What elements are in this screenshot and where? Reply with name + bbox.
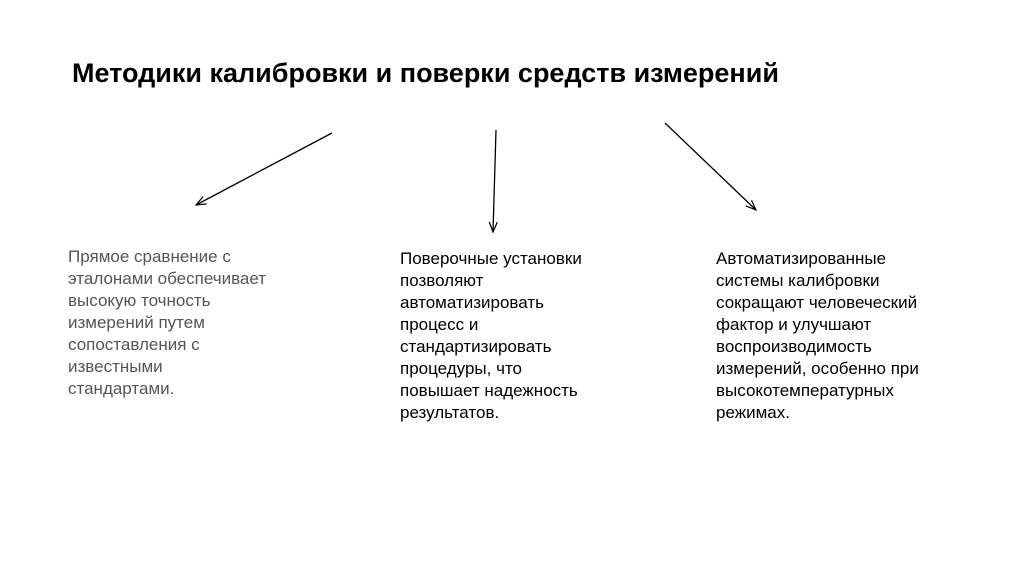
arrow-middle bbox=[493, 130, 496, 232]
arrow-left bbox=[196, 133, 332, 205]
arrow-right bbox=[665, 123, 756, 210]
method-automated-systems-text: Автоматизированные системы калибровки сокращают человеческий фактор и улучшают воспроизводимость измерений, особенно при высокотемпературных режимах. bbox=[716, 249, 919, 422]
page-title: Методики калибровки и поверки средств измерений bbox=[72, 58, 779, 88]
method-direct-comparison-text: Прямое сравнение с эталонами обеспечивает высокую точность измерений путем сопоставления с известными стандартами. bbox=[68, 247, 267, 398]
method-verification-installations-text: Поверочные установки позволяют автоматизировать процесс и стандартизировать процедуры, что повышает надежность результатов. bbox=[400, 249, 582, 422]
